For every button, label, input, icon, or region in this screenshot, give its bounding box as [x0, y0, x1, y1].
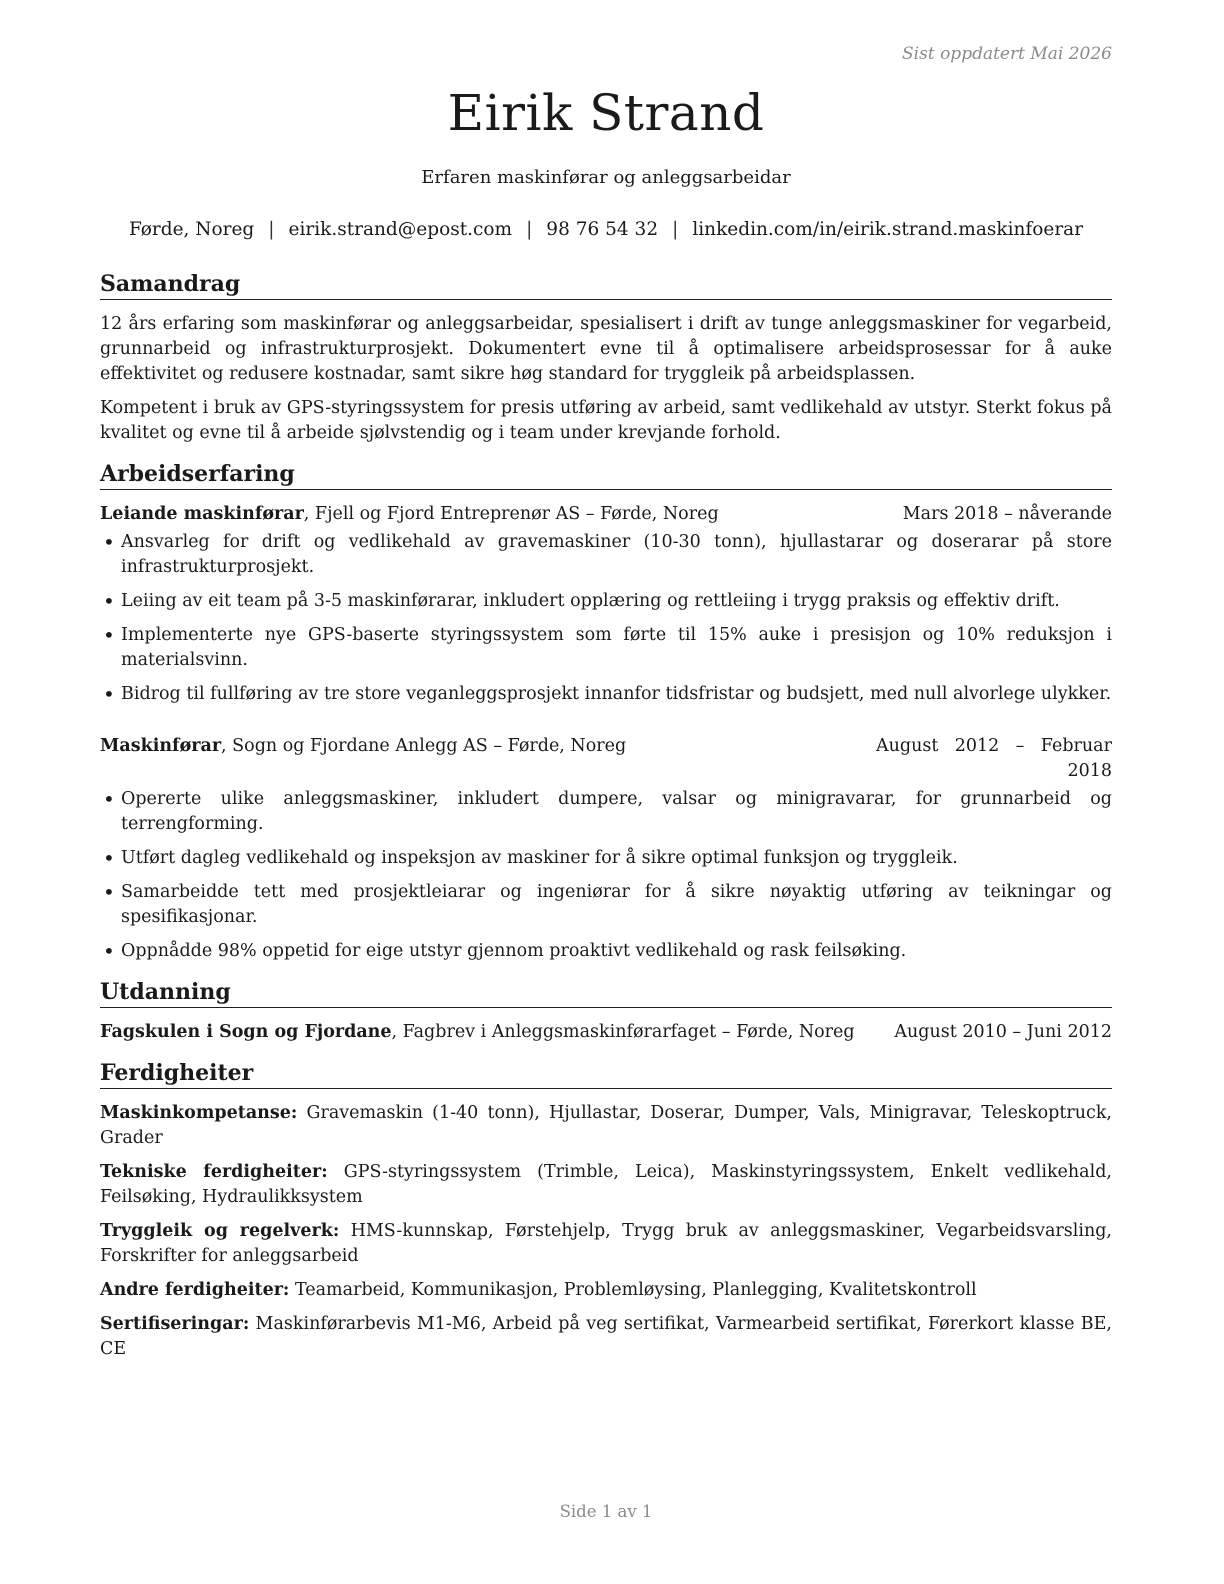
job-dates: August 2012 – Februar 2018: [876, 736, 1112, 781]
job-bullets: [100, 787, 1112, 964]
skill-row: [100, 1219, 1112, 1269]
education-details: , Fagbrev i Anleggsmaskinførarfaget – Førde, Noreg: [391, 1022, 855, 1042]
contact-line: [100, 219, 1112, 240]
job-title-line: [100, 734, 626, 759]
job-header: [100, 502, 1112, 527]
skill-label: Maskinkompetanse:: [100, 1103, 298, 1123]
skill-label: Tryggleik og regelverk:: [100, 1221, 340, 1241]
skill-row: [100, 1160, 1112, 1210]
list-item: • Oppnådde 98% oppetid for eige utstyr gjennom proaktivt vedlikehald og rask feilsøking.: [100, 939, 1112, 964]
job-role: Maskinførar: [100, 736, 222, 756]
skill-label: Andre ferdigheiter:: [100, 1280, 290, 1300]
last-updated: Sist oppdatert Mai 2026: [902, 44, 1112, 64]
skill-value: HMS-kunnskap, Førstehjelp, Trygg bruk av anleggsmaskiner, Vegarbeidsvarsling, Forskrifter for anleggsarbeid: [100, 1221, 1112, 1266]
section-title-education: Utdanning: [100, 978, 1112, 1008]
list-item: • Leiing av eit team på 3-5 maskinførarar, inkludert opplæring og rettleiing i trygg praksis og effektiv drift.: [100, 589, 1112, 614]
skills-section: [100, 1059, 1112, 1362]
job-dates: Mars 2018 – nåverande: [902, 504, 1112, 524]
job-entry: [100, 502, 1112, 707]
job-role: Leiande maskinførar: [100, 504, 304, 524]
experience-section: [100, 460, 1112, 964]
contact-email[interactable]: eirik.strand@epost.com: [288, 219, 513, 240]
skill-row: [100, 1312, 1112, 1362]
list-item: • Implementerte nye GPS-baserte styringssystem som førte til 15% auke i presisjon og 10% reduksjon i materialsvinn.: [100, 623, 1112, 673]
resume-body: [100, 270, 1112, 1371]
skill-value: Teamarbeid, Kommunikasjon, Problemløysing, Planlegging, Kvalitetskontroll: [289, 1280, 977, 1300]
contact-linkedin[interactable]: linkedin.com/in/eirik.strand.maskinfoerar: [692, 219, 1084, 240]
job-title-line: [100, 502, 719, 527]
section-title-skills: Ferdigheiter: [100, 1059, 1112, 1089]
skill-label: Sertifiseringar:: [100, 1314, 250, 1334]
contact-location: Førde, Noreg: [128, 219, 255, 240]
section-title-experience: Arbeidserfaring: [100, 460, 1112, 490]
skill-value: Maskinførarbevis M1-M6, Arbeid på veg sertifikat, Varmearbeid sertifikat, Førerkort klasse BE, CE: [100, 1314, 1112, 1359]
list-item: • Bidrog til fullføring av tre store veganleggsprosjekt innanfor tidsfristar og budsjett, med null alvorlege ulykker.: [100, 682, 1112, 707]
contact-separator: |: [526, 219, 533, 240]
education-dates: August 2010 – Juni 2012: [894, 1022, 1112, 1042]
skill-row: [100, 1101, 1112, 1151]
contact-separator: |: [672, 219, 679, 240]
list-item: • Ansvarleg for drift og vedlikehald av gravemaskiner (10-30 tonn), hjullastarar og doserarar på store infrastrukturprosjekt.: [100, 530, 1112, 580]
summary-paragraph: Kompetent i bruk av GPS-styringssystem for presis utføring av arbeid, samt vedlikehald av utstyr. Sterkt fokus på kvalitet og evne til å arbeide sjølvstendig og i team under krevjande forhold.: [100, 398, 1112, 443]
candidate-name: Eirik Strand: [447, 84, 765, 142]
page-number: Side 1 av 1: [559, 1502, 653, 1521]
job-header: [100, 734, 1112, 784]
list-item: • Samarbeidde tett med prosjektleiarar og ingeniørar for å sikre nøyaktig utføring av teikningar og spesifikasjonar.: [100, 880, 1112, 930]
skill-row: [100, 1278, 1112, 1303]
summary-paragraph: 12 års erfaring som maskinførar og anleggsarbeidar, spesialisert i drift av tunge anleggsmaskiner for vegarbeid, grunnarbeid og infrastrukturprosjekt. Dokumentert evne til å optimalisere arbeidsprosessar for å auke effektivitet og redusere kostnadar, samt sikre høg standard for tryggleik på arbeidsplassen.: [100, 314, 1112, 384]
candidate-subtitle: Erfaren maskinførar og anleggsarbeidar: [421, 167, 791, 188]
skill-value: GPS-styringssystem (Trimble, Leica), Maskinstyringssystem, Enkelt vedlikehald, Feilsøking, Hydraulikksystem: [100, 1162, 1112, 1207]
job-company: , Fjell og Fjord Entreprenør AS – Førde, Noreg: [303, 504, 719, 524]
job-entry: [100, 734, 1112, 964]
list-item: • Utført dagleg vedlikehald og inspeksjon av maskiner for å sikre optimal funksjon og tryggleik.: [100, 846, 1112, 871]
section-title-summary: Samandrag: [100, 270, 1112, 300]
list-item: • Opererte ulike anleggsmaskiner, inkludert dumpere, valsar og minigravarar, for grunnarbeid og terrengforming.: [100, 787, 1112, 837]
contact-phone: 98 76 54 32: [546, 219, 659, 240]
contact-separator: |: [268, 219, 275, 240]
summary-section: [100, 270, 1112, 446]
skill-label: Tekniske ferdigheiter:: [100, 1162, 328, 1182]
education-school: Fagskulen i Sogn og Fjordane: [100, 1022, 392, 1042]
job-bullets: [100, 530, 1112, 707]
skill-value: Gravemaskin (1-40 tonn), Hjullastar, Doserar, Dumper, Vals, Minigravar, Teleskoptruck, Grader: [100, 1103, 1112, 1148]
education-entry: [100, 1020, 1112, 1045]
education-title-line: [100, 1020, 855, 1045]
education-section: [100, 978, 1112, 1045]
job-company: , Sogn og Fjordane Anlegg AS – Førde, Noreg: [221, 736, 627, 756]
